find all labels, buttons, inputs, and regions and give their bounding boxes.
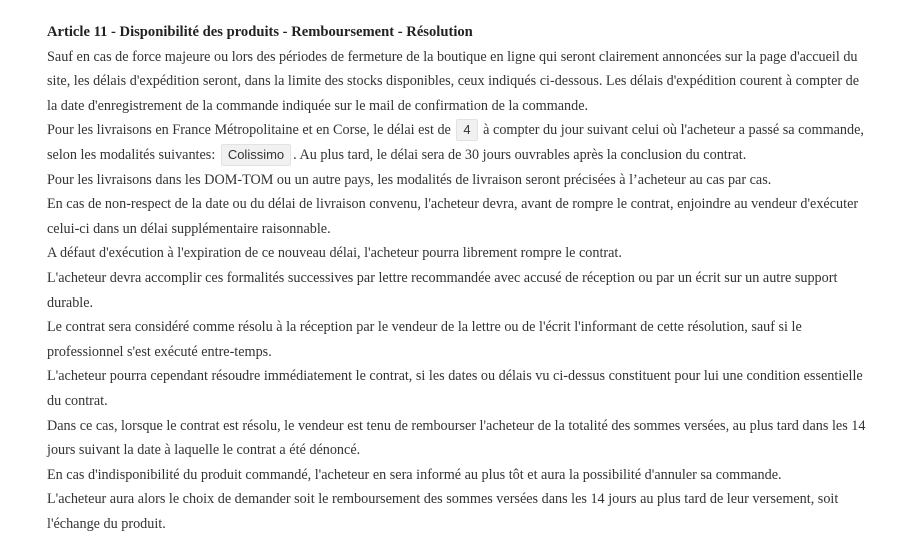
article-body (47, 20, 867, 536)
article-title: Article 11 - Disponibilité des produits - Remboursement - Résolution (47, 24, 473, 40)
paragraph-condition-essentielle: L'acheteur pourra cependant résoudre immédiatement le contrat, si les dates ou délais vu ci-dessus constituent pour lui une condition essentielle du contrat. (47, 368, 863, 409)
delivery-days-field[interactable]: 4 (456, 119, 477, 141)
paragraph-france-delivery (47, 118, 867, 167)
paragraph-remboursement: Dans ce cas, lorsque le contrat est résolu, le vendeur est tenu de rembourser l'acheteur de la totalité des sommes versées, au plus tard dans les 14 jours suivant la date à laquelle le contrat a été dénoncé. (47, 417, 866, 459)
paragraph-indisponibilite: En cas d'indisponibilité du produit commandé, l'acheteur en sera informé au plus tôt et aura la possibilité d'annuler sa commande. (47, 466, 782, 483)
delivery-text-end: . Au plus tard, le délai sera de 30 jours ouvrables après la conclusion du contrat. (293, 146, 747, 163)
carrier-field[interactable]: Colissimo (221, 144, 291, 166)
delivery-text-start: Pour les livraisons en France Métropolitaine et en Corse, le délai est de (47, 122, 451, 139)
paragraph-formalites: L'acheteur devra accomplir ces formalités successives par lettre recommandée avec accusé de réception ou par un écrit sur un autre support durable. (47, 269, 838, 311)
paragraph-defaut-execution: A défaut d'exécution à l'expiration de ce nouveau délai, l'acheteur pourra librement rompre le contrat. (47, 245, 622, 262)
delivery-text-middle: à compter du jour suivant celui où l'acheteur a passé sa commande, selon les modalités suivantes: (47, 122, 864, 163)
paragraph-choix: L'acheteur aura alors le choix de demander soit le remboursement des sommes versées dans les 14 jours au plus tard de leur versement, soit l'échange du produit. (47, 491, 839, 532)
paragraph-non-respect: En cas de non-respect de la date ou du délai de livraison convenu, l'acheteur devra, avant de rompre le contrat, enjoindre au vendeur d'exécuter celui-ci dans un délai supplémentaire raisonnable. (47, 196, 859, 237)
paragraph-dom-tom: Pour les livraisons dans les DOM-TOM ou un autre pays, les modalités de livraison seront précisées à l’acheteur au cas par cas. (47, 171, 772, 188)
paragraph-resolution: Le contrat sera considéré comme résolu à la réception par le vendeur de la lettre ou de l'écrit l'informant de cette résolution, sauf si le professionnel s'est exécuté entre-temps. (47, 319, 802, 360)
paragraph-force-majeure: Sauf en cas de force majeure ou lors des périodes de fermeture de la boutique en ligne qui seront clairement annoncées sur la page d'accueil du site, les délais d'expédition seront, dans la limite des stocks disponibles, ceux indiqués ci-dessous. Les délais d'expédition courent à compter de la date d'enregistrement de la commande indiquée sur le mail de confirmation de la commande. (47, 48, 860, 114)
